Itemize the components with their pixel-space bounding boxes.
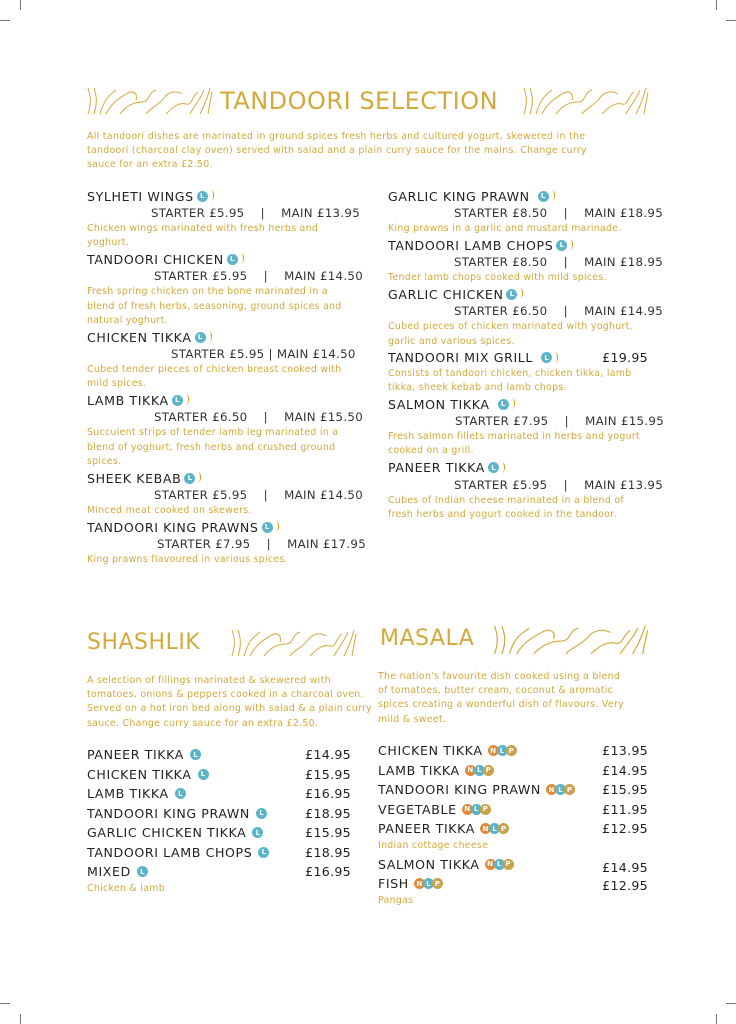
item-description: Cubes of Indian cheese marinated in a blend of fresh herbs and yogurt cooked in the tandoor.	[388, 494, 624, 520]
lactose-badge-icon: L	[489, 823, 500, 834]
item-name: SALMON TIKKA	[388, 396, 490, 412]
item-description: Fresh spring chicken on the bone marinated in a blend of fresh herbs, seasoning, ground spices and natural yoghurt.	[87, 286, 342, 326]
item-name: PANEER TIKKA	[87, 747, 185, 763]
menu-item	[388, 349, 650, 395]
chili-icon	[208, 331, 214, 343]
crop-mark	[726, 20, 736, 21]
nut-badge-icon: N	[465, 765, 476, 776]
item-price: STARTER £8.50 | MAIN £18.95	[454, 206, 664, 220]
peanut-badge-icon: P	[498, 823, 509, 834]
tandoori-intro: All tandoori dishes are marinated in ground spices fresh herbs and cultured yogurt, skewered in the tandoori (charcoal clay oven) served with salad and a plain curry sauce for the mains. Change curry sauce for an extra £2.50.	[87, 131, 587, 171]
chili-icon	[275, 521, 281, 533]
chili-icon	[197, 472, 203, 484]
peanut-badge-icon: P	[432, 878, 443, 889]
menu-item	[378, 800, 648, 820]
lactose-badge-icon: L	[175, 788, 186, 799]
menu-item	[87, 823, 351, 843]
nut-badge-icon: N	[414, 878, 425, 889]
item-description: Chicken & lamb	[87, 882, 165, 894]
crop-mark	[20, 0, 21, 10]
item-description: Indian cottage cheese	[378, 839, 489, 851]
item-price: STARTER £7.95 | MAIN £17.95	[157, 537, 367, 552]
item-name: SALMON TIKKA	[378, 856, 480, 872]
peanut-badge-icon: P	[480, 804, 491, 815]
nut-badge-icon: N	[480, 823, 491, 834]
item-name: TANDOORI LAMB CHOPS	[388, 237, 554, 253]
menu-item	[388, 395, 665, 458]
item-description: Fresh salmon fillets marinated in herbs and yogurt cooked on a grill.	[388, 431, 641, 457]
item-description: Consists of tandoori chicken, chicken tikka, lamb tikka, sheek kebab and lamb chops.	[388, 367, 632, 394]
peanut-badge-icon: P	[483, 765, 494, 776]
lactose-badge-icon: L	[256, 808, 267, 819]
item-name: GARLIC KING PRAWN	[388, 188, 530, 204]
item-price: STARTER £5.95 | MAIN £14.50	[154, 488, 364, 503]
menu-item	[388, 236, 664, 285]
lactose-badge-icon: L	[538, 191, 549, 202]
shashlik-intro: A selection of fillings marinated & skewered with tomatoes, onions & peppers cooked in a charcoal oven. Served on a hot iron bed along with salad & a plain curry sauce. Change curry sauce for an extra £2.50.	[87, 675, 372, 729]
item-description: Cubed pieces of chicken marinated with yoghurt, garlic and various spices.	[388, 321, 633, 347]
item-name: TANDOORI KING PRAWN	[378, 782, 541, 798]
chili-icon	[554, 352, 560, 364]
lactose-badge-icon: L	[172, 395, 183, 406]
chili-icon	[569, 239, 575, 251]
lactose-badge-icon: L	[258, 847, 269, 858]
menu-item	[378, 780, 648, 800]
nut-badge-icon: N	[488, 745, 499, 756]
wood-grain-decoration	[230, 628, 358, 658]
lactose-badge-icon: L	[137, 866, 148, 877]
item-name: CHICKEN TIKKA	[87, 329, 192, 345]
lactose-badge-icon: L	[195, 332, 206, 343]
lactose-badge-icon: L	[198, 769, 209, 780]
lactose-badge-icon: L	[506, 289, 517, 300]
item-name: TANDOORI LAMB CHOPS	[87, 844, 253, 860]
wood-grain-decoration-left	[86, 86, 214, 116]
peanut-badge-icon: P	[564, 784, 575, 795]
lactose-badge-icon: L	[227, 254, 238, 265]
item-price: STARTER £7.95 | MAIN £15.95	[455, 414, 665, 429]
shashlik-section-title: SHASHLIK	[87, 630, 201, 655]
item-price: £14.95	[602, 859, 648, 875]
masala-section-title: MASALA	[380, 626, 475, 651]
masala-intro: The nation's favourite dish cooked using a blend of tomatoes, butter cream, coconut & aromatic spices creating a wonderful dish of flavours. Very mild & sweet.	[378, 671, 624, 725]
menu-item	[87, 745, 351, 765]
item-price: STARTER £5.95 | MAIN £13.95	[151, 206, 361, 220]
item-price: £14.95	[602, 762, 648, 778]
item-price: £15.95	[305, 825, 351, 841]
crop-mark	[726, 1003, 736, 1004]
lactose-badge-icon: L	[474, 765, 485, 776]
lactose-badge-icon: L	[262, 522, 273, 533]
menu-item	[87, 250, 364, 328]
lactose-badge-icon: L	[498, 399, 509, 410]
item-name: VEGETABLE	[378, 801, 457, 817]
menu-item	[87, 784, 351, 804]
wood-grain-decoration-right	[522, 86, 650, 116]
item-name: PANEER TIKKA	[388, 460, 486, 476]
item-name: TANDOORI KING PRAWNS	[87, 519, 259, 535]
lactose-badge-icon: L	[190, 749, 201, 760]
item-name: FISH	[378, 876, 409, 892]
lactose-badge-icon: L	[494, 859, 505, 870]
tandoori-left-column	[87, 187, 367, 567]
tandoori-right-column	[388, 187, 665, 522]
menu-item	[87, 187, 361, 250]
item-price: STARTER £6.50 | MAIN £14.95	[454, 304, 664, 319]
tandoori-section-title: TANDOORI SELECTION	[220, 87, 499, 115]
menu-item	[378, 874, 648, 894]
item-name: CHICKEN TIKKA	[87, 766, 192, 782]
shashlik-list	[87, 745, 351, 896]
menu-item	[87, 862, 351, 882]
item-name: LAMB TIKKA	[378, 762, 460, 778]
item-description: King prawns in a garlic and mustard marinade.	[388, 223, 622, 234]
item-name: MIXED	[87, 864, 131, 880]
nut-badge-icon: N	[485, 859, 496, 870]
item-name: TANDOORI KING PRAWN	[87, 805, 250, 821]
item-price: £13.95	[602, 743, 648, 759]
item-name: SYLHETI WINGS	[87, 188, 194, 204]
masala-list	[378, 741, 648, 908]
lactose-badge-icon: L	[555, 784, 566, 795]
menu-item	[87, 804, 351, 824]
nut-badge-icon: N	[546, 784, 557, 795]
menu-item	[378, 819, 648, 839]
lactose-badge-icon: L	[471, 804, 482, 815]
menu-item	[87, 765, 351, 785]
item-price: £12.95	[602, 821, 648, 837]
item-price: £15.95	[602, 782, 648, 798]
item-description: Tender lamb chops cooked with mild spices.	[388, 272, 607, 284]
item-price: STARTER £5.95 | MAIN £14.50	[154, 269, 364, 284]
menu-item	[87, 469, 364, 518]
item-name: CHICKEN TIKKA	[378, 743, 483, 759]
menu-item	[87, 843, 351, 863]
item-name: PANEER TIKKA	[378, 821, 476, 837]
lactose-badge-icon: L	[184, 473, 195, 484]
crop-mark	[716, 1014, 717, 1024]
chili-icon	[519, 288, 525, 300]
chili-icon	[511, 398, 517, 410]
chili-icon	[210, 190, 216, 202]
item-name: GARLIC CHICKEN TIKKA	[87, 825, 247, 841]
item-name: LAMB TIKKA	[87, 786, 169, 802]
item-price: STARTER £5.95 | MAIN £14.50	[171, 347, 356, 362]
crop-mark	[0, 1003, 10, 1004]
item-price: £14.95	[305, 747, 351, 763]
menu-item	[87, 391, 364, 469]
item-name: TANDOORI MIX GRILL	[388, 350, 534, 366]
item-description: Chicken wings marinated with fresh herbs and yoghurt.	[87, 223, 319, 249]
item-name: LAMB TIKKA	[87, 392, 169, 408]
menu-item	[388, 285, 664, 348]
item-name: SHEEK KEBAB	[87, 470, 182, 486]
lactose-badge-icon: L	[252, 827, 263, 838]
item-price: STARTER £8.50 | MAIN £18.95	[454, 255, 664, 270]
item-description: Cubed tender pieces of chicken breast cooked with mild spices.	[87, 364, 342, 390]
item-price: £15.95	[305, 766, 351, 782]
item-description: King prawns flavoured in various spices.	[87, 554, 288, 566]
nut-badge-icon: N	[462, 804, 473, 815]
lactose-badge-icon: L	[197, 191, 208, 202]
lactose-badge-icon: L	[488, 462, 499, 473]
menu-item	[87, 518, 367, 567]
menu-item	[378, 741, 648, 761]
menu-item	[388, 187, 664, 236]
menu-item	[388, 459, 664, 522]
item-name: GARLIC CHICKEN	[388, 286, 504, 302]
peanut-badge-icon: P	[503, 859, 514, 870]
item-price: £16.95	[305, 786, 351, 802]
item-price: £18.95	[305, 805, 351, 821]
menu-item	[87, 328, 356, 391]
item-description: Succulent strips of tender lamb leg marinated in a blend of yoghurt, fresh herbs and crushed ground spices.	[87, 427, 339, 467]
item-price: £12.95	[602, 878, 648, 894]
item-price: £18.95	[305, 844, 351, 860]
item-price: STARTER £6.50 | MAIN £15.50	[154, 410, 364, 425]
crop-mark	[20, 1014, 21, 1024]
lactose-badge-icon: L	[556, 240, 567, 251]
lactose-badge-icon: L	[497, 745, 508, 756]
crop-mark	[0, 20, 10, 21]
item-price: £11.95	[602, 801, 648, 817]
lactose-badge-icon: L	[541, 352, 552, 363]
menu-item	[378, 761, 648, 781]
chili-icon	[185, 394, 191, 406]
chili-icon	[240, 253, 246, 265]
item-description: Pangas	[378, 894, 414, 906]
peanut-badge-icon: P	[506, 745, 517, 756]
item-price: STARTER £5.95 | MAIN £13.95	[454, 477, 664, 492]
item-price: £19.95	[602, 350, 648, 366]
crop-mark	[716, 0, 717, 10]
item-description: Minced meat cooked on skewers.	[87, 505, 252, 517]
item-price: £16.95	[305, 864, 351, 880]
lactose-badge-icon: L	[423, 878, 434, 889]
chili-icon	[551, 190, 557, 202]
item-name: TANDOORI CHICKEN	[87, 251, 224, 267]
menu-item	[378, 855, 648, 875]
chili-icon	[501, 462, 507, 474]
wood-grain-decoration	[492, 624, 650, 656]
